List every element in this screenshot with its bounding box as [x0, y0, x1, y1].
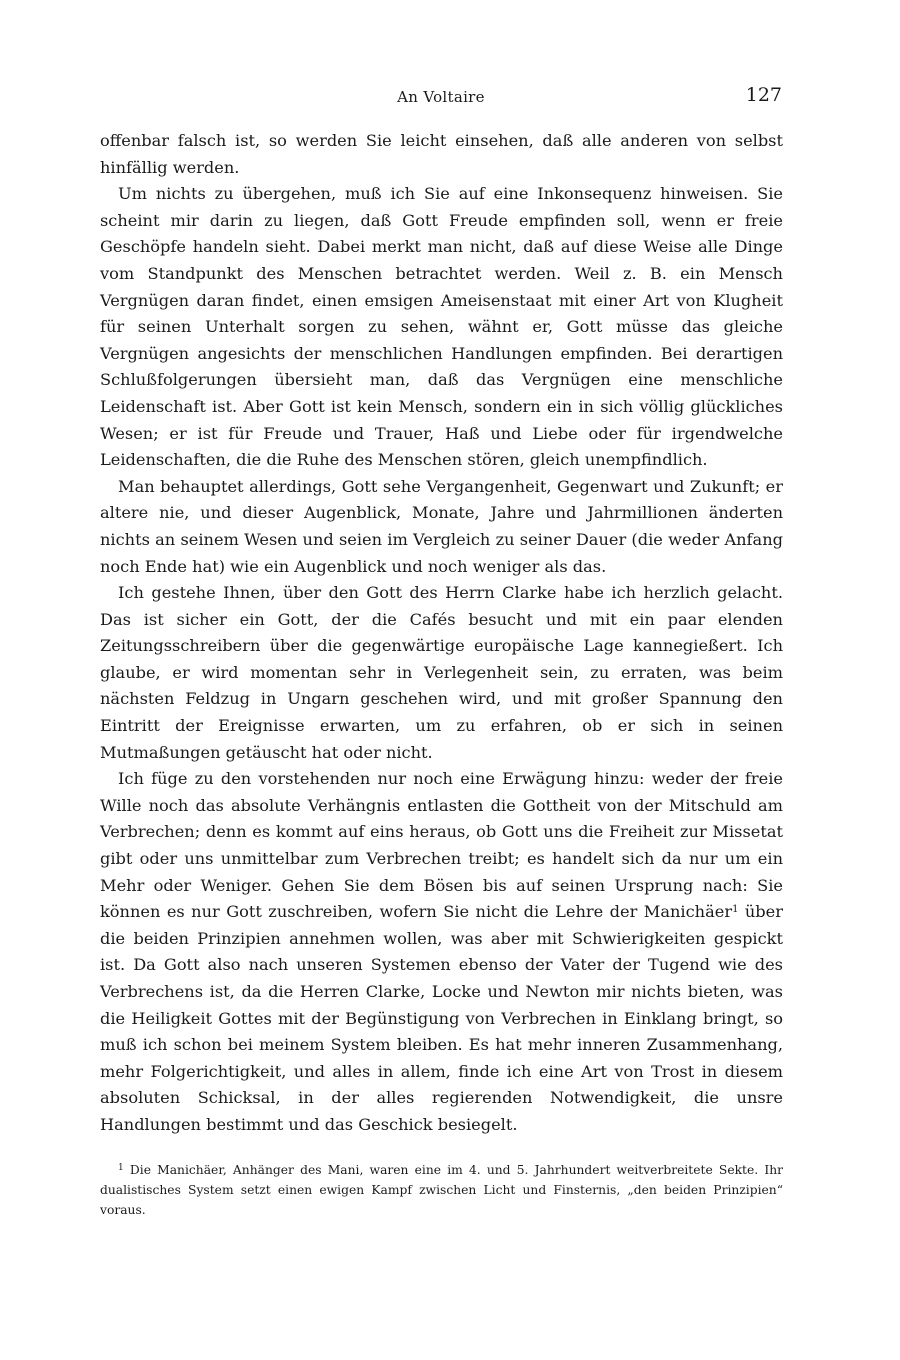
- page-header: [100, 84, 782, 112]
- paragraph-text: über die beiden Prinzipien annehmen wollen, was aber mit Schwierigkeiten gespickt ist. Da Gott also nach unseren Systemen ebenso der Vater der Tugend wie des Verbrechens ist, da die Herren Clarke, Locke und Newton mir nichts bieten, was die Heiligkeit Gottes mit der Begünstigung von Verbrechen in Einklang bringt, so muß ich schon bei meinem System bleiben. Es hat mehr inneren Zusammenhang, mehr Folgerichtigkeit, und alles in allem, finde ich eine Art von Trost in diesem absoluten Schicksal, in der alles regierenden Notwendigkeit, die unsre Handlungen bestimmt und das Geschick besiegelt.: [100, 902, 783, 1134]
- page-number: 127: [745, 84, 782, 106]
- body-text: [100, 128, 783, 1139]
- paragraph: Um nichts zu übergehen, muß ich Sie auf eine Inkonsequenz hinweisen. Sie scheint mir darin zu liegen, daß Gott Freude empfinden soll, wenn er freie Geschöpfe handeln sieht. Dabei merkt man nicht, daß auf diese Weise alle Dinge vom Standpunkt des Menschen betrachtet werden. Weil z. B. ein Mensch Vergnügen daran findet, einen emsigen Ameisenstaat mit einer Art von Klugheit für seinen Unterhalt sorgen zu sehen, wähnt er, Gott müsse das gleiche Vergnügen angesichts der menschlichen Handlungen empfinden. Bei derartigen Schlußfolgerungen übersieht man, daß das Vergnügen eine menschliche Leidenschaft ist. Aber Gott ist kein Mensch, sondern ein in sich völlig glückliches Wesen; er ist für Freude und Trauer, Haß und Liebe oder für irgendwelche Leidenschaften, die die Ruhe des Menschen stören, gleich unempfindlich.: [100, 184, 783, 470]
- footnote-mark: 1: [118, 1163, 124, 1173]
- paragraph-text: Ich füge zu den vorstehenden nur noch eine Erwägung hinzu: weder der freie Wille noch das absolute Verhängnis entlasten die Gottheit von der Mitschuld am Verbrechen; denn es kommt auf eins heraus, ob Gott uns die Freiheit zur Missetat gibt oder uns unmittelbar zum Verbrechen treibt; es handelt sich da nur um ein Mehr oder Weniger. Gehen Sie dem Bösen bis auf seinen Ursprung nach: Sie können es nur Gott zuschreiben, wofern Sie nicht die Lehre der Manichäer: [100, 769, 783, 922]
- paragraph: offenbar falsch ist, so werden Sie leicht einsehen, daß alle anderen von selbst hinfällig werden.: [100, 131, 783, 177]
- paragraph: Ich gestehe Ihnen, über den Gott des Herrn Clarke habe ich herzlich gelacht. Das ist sicher ein Gott, der die Cafés besucht und mit ein paar elenden Zeitungsschreibern über die gegenwärtige europäische Lage kannegießert. Ich glaube, er wird momentan sehr in Verlegenheit sein, zu erraten, was beim nächsten Feldzug in Ungarn geschehen wird, und mit großer Spannung den Eintritt der Ereignisse erwarten, um zu erfahren, ob er sich in seinen Mutmaßungen getäuscht hat oder nicht.: [100, 583, 783, 762]
- paragraph: [100, 766, 783, 1138]
- footnote-text: Die Manichäer, Anhänger des Mani, waren eine im 4. und 5. Jahrhundert weitverbreitete Sekte. Ihr dualistisches System setzt einen ewigen Kampf zwischen Licht und Finsternis, „den beiden Prinzipien“ voraus.: [100, 1163, 783, 1217]
- paragraph: Man behauptet allerdings, Gott sehe Vergangenheit, Gegenwart und Zukunft; er altere nie, und dieser Augenblick, Monate, Jahre und Jahrmillionen änderten nichts an seinem Wesen und seien im Vergleich zu seiner Dauer (die weder Anfang noch Ende hat) wie ein Augenblick und noch weniger als das.: [100, 476, 783, 576]
- running-title: An Voltaire: [397, 88, 485, 106]
- footnote-reference: 1: [732, 904, 739, 916]
- footnote: [100, 1160, 783, 1220]
